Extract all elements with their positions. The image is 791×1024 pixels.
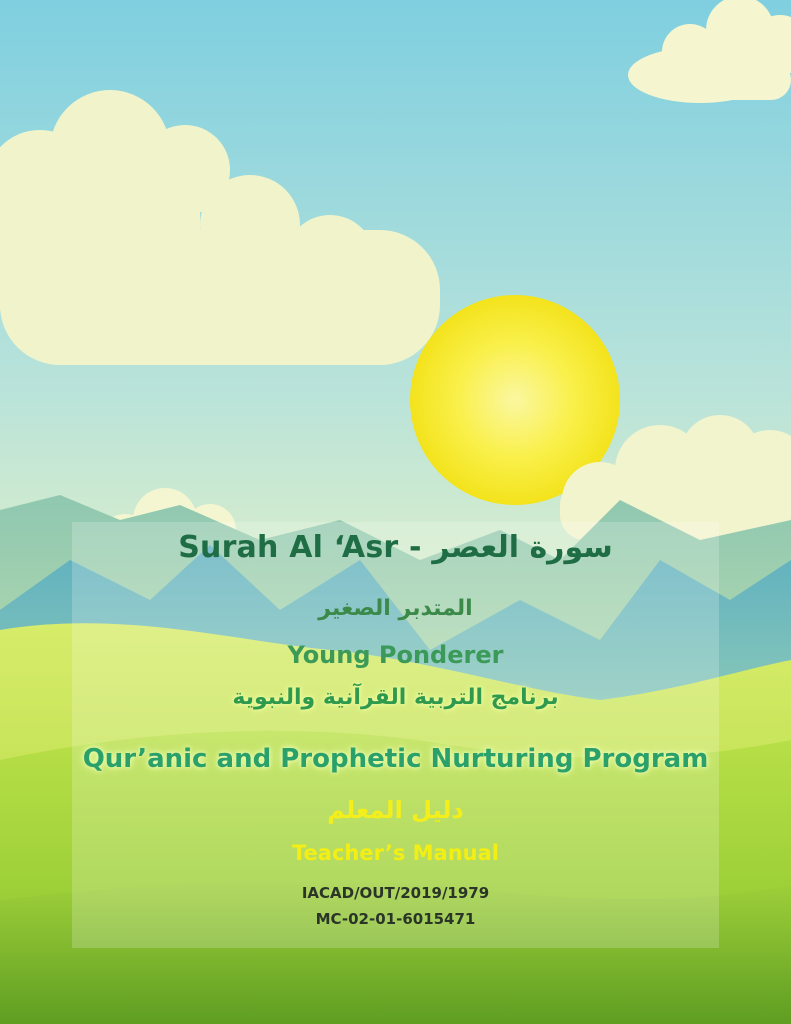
reference-code-2: MC-02-01-6015471: [315, 910, 476, 928]
subtitle-arabic: المتدبر الصغير: [318, 596, 473, 621]
manual-label-arabic: دليل المعلم: [327, 796, 464, 824]
cover-title: Surah Al ‘Asr - سورة العصر: [178, 530, 613, 565]
subtitle-english: Young Ponderer: [287, 641, 504, 669]
program-name-arabic: برنامج التربية القرآنية والنبوية: [232, 685, 559, 710]
reference-code-1: IACAD/OUT/2019/1979: [301, 884, 490, 902]
manual-label-english: Teacher’s Manual: [292, 841, 499, 865]
program-name-english: Qur’anic and Prophetic Nurturing Program: [82, 744, 709, 774]
